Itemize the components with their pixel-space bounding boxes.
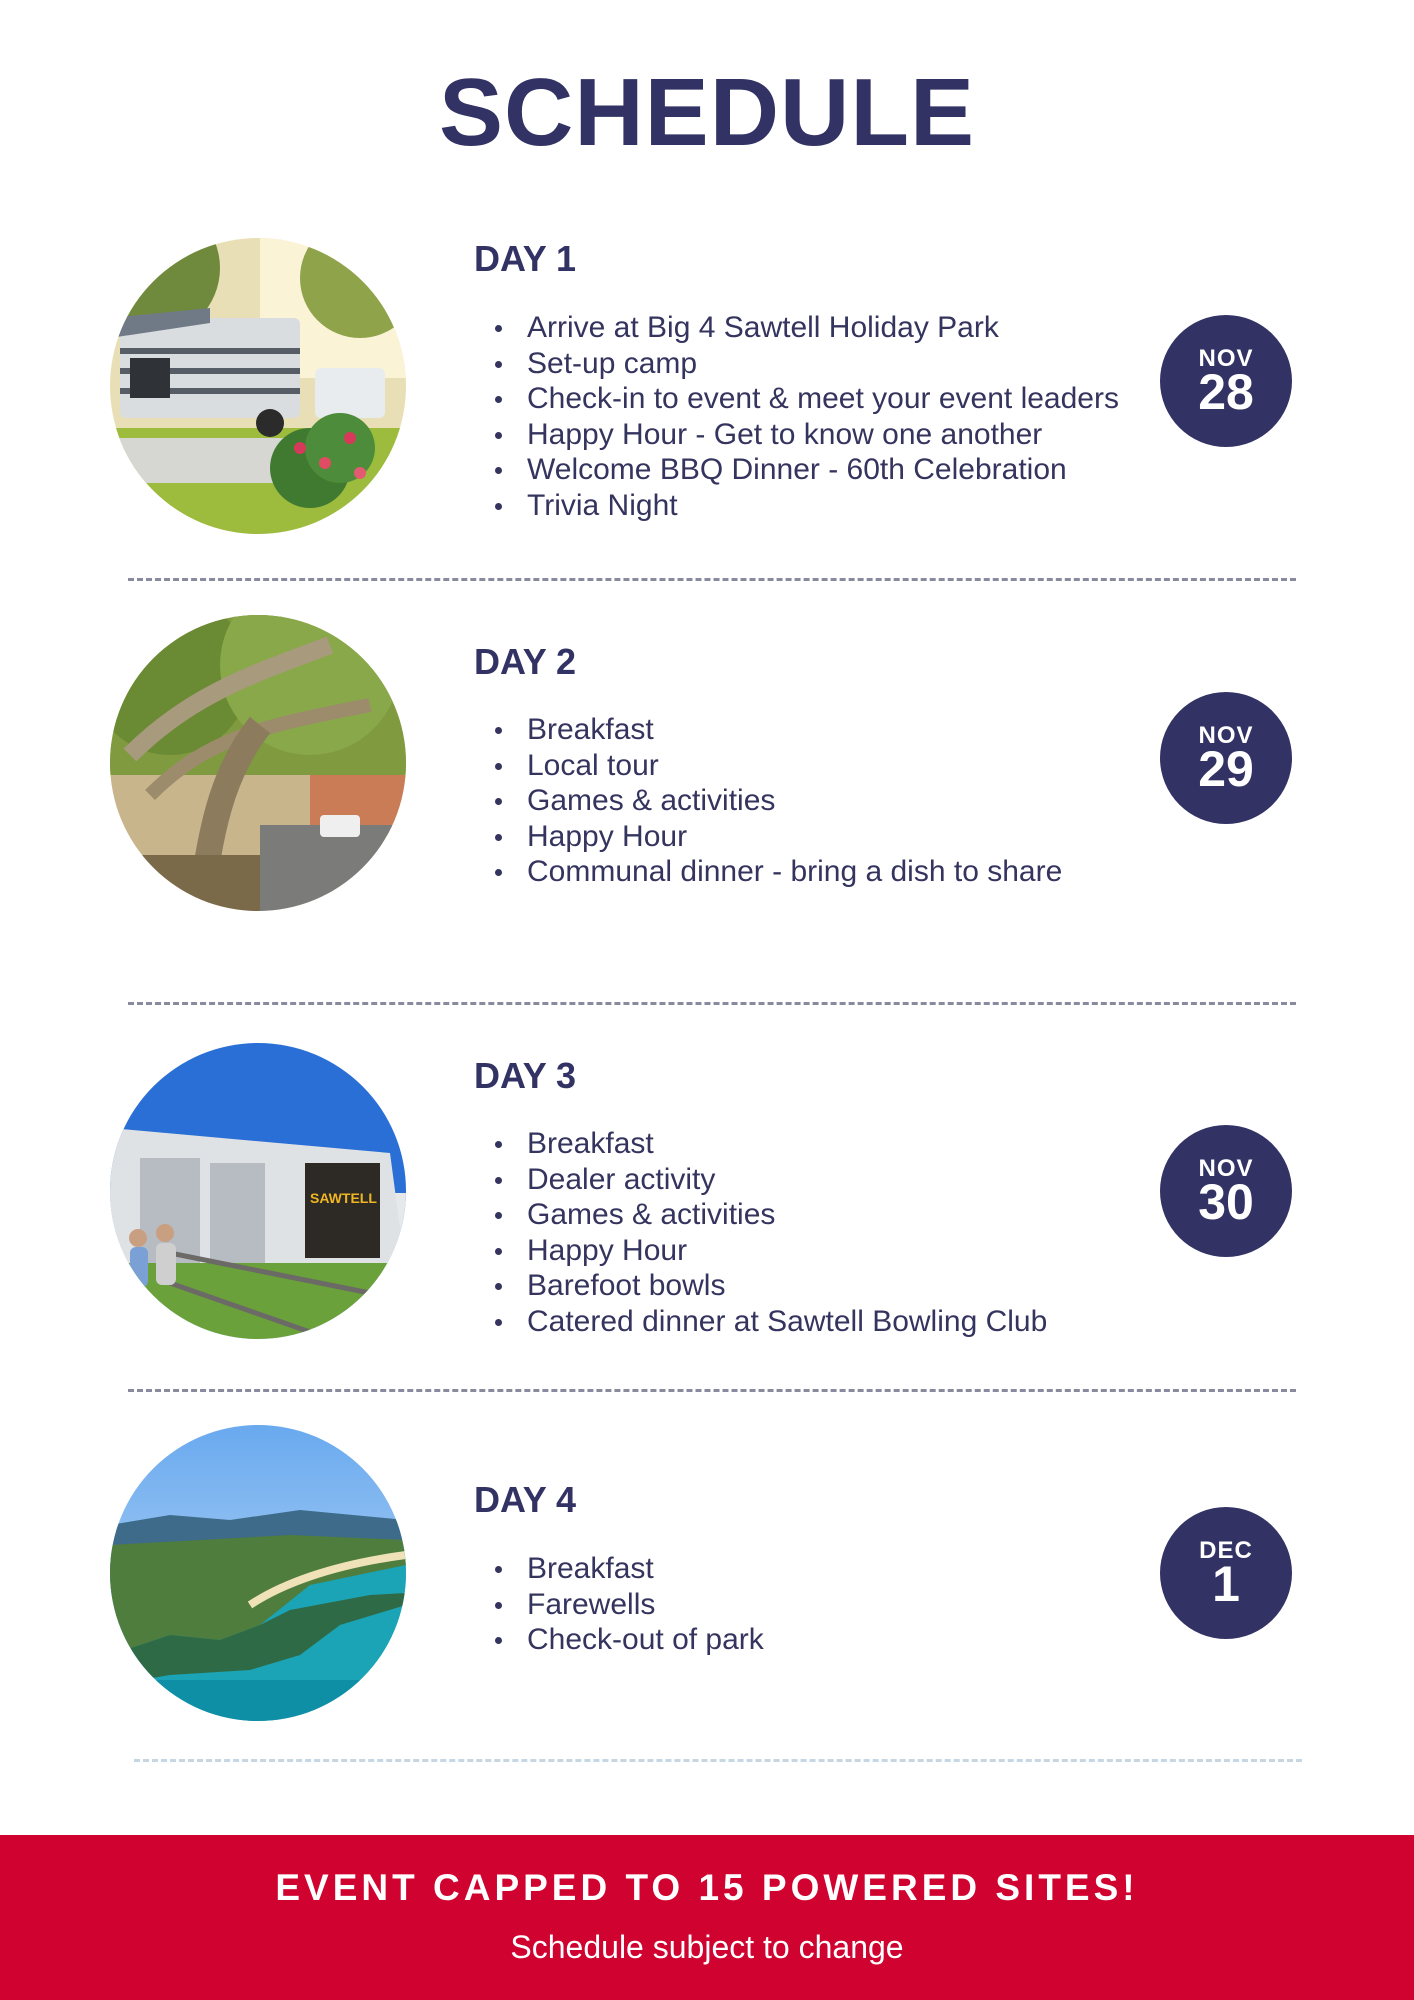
list-item: Breakfast (474, 1551, 764, 1587)
footer-banner (0, 1835, 1414, 2000)
list-item: Catered dinner at Sawtell Bowling Club (474, 1304, 1047, 1340)
list-item: Farewells (474, 1587, 764, 1623)
day-2-date-badge (1160, 692, 1292, 824)
list-item: Happy Hour (474, 819, 1062, 855)
date-month: NOV (1198, 1155, 1254, 1182)
day-3-date-badge (1160, 1125, 1292, 1257)
date-day: 1 (1212, 1556, 1240, 1612)
list-item: Breakfast (474, 712, 1062, 748)
section-divider (134, 1759, 1302, 1762)
day-3-activity-list (474, 1126, 1047, 1340)
day-3-heading: DAY 3 (474, 1055, 577, 1096)
day-1-heading: DAY 1 (474, 238, 577, 279)
day-4-photo-coastline (110, 1425, 406, 1721)
footer-headline: EVENT CAPPED TO 15 POWERED SITES! (275, 1867, 1139, 1908)
list-item: Happy Hour (474, 1233, 1047, 1269)
list-item: Breakfast (474, 1126, 1047, 1162)
day-4-activity-list (474, 1551, 764, 1658)
day-4-date-badge (1160, 1507, 1292, 1639)
list-item: Welcome BBQ Dinner - 60th Celebration (474, 452, 1119, 488)
day-4-heading: DAY 4 (474, 1479, 577, 1520)
page-title: SCHEDULE (438, 59, 976, 166)
section-divider (128, 578, 1296, 581)
day-1-activity-list (474, 310, 1119, 524)
sawtell-sign: SAWTELL (310, 1190, 377, 1206)
date-day: 30 (1198, 1174, 1254, 1230)
footer-note: Schedule subject to change (510, 1929, 904, 1965)
list-item: Set-up camp (474, 346, 1119, 382)
list-item: Check-in to event & meet your event leaders (474, 381, 1119, 417)
date-month: NOV (1198, 722, 1254, 749)
date-day: 28 (1198, 364, 1254, 420)
day-2-activity-list (474, 712, 1062, 890)
day-1-date-badge (1160, 315, 1292, 447)
date-month: DEC (1199, 1537, 1253, 1564)
list-item: Games & activities (474, 1197, 1047, 1233)
list-item: Check-out of park (474, 1622, 764, 1658)
list-item: Happy Hour - Get to know one another (474, 417, 1119, 453)
list-item: Local tour (474, 748, 1062, 784)
list-item: Games & activities (474, 783, 1062, 819)
list-item: Barefoot bowls (474, 1268, 1047, 1304)
section-divider (128, 1002, 1296, 1005)
date-day: 29 (1198, 741, 1254, 797)
date-month: NOV (1198, 345, 1254, 372)
section-divider (128, 1389, 1296, 1392)
list-item: Trivia Night (474, 488, 1119, 524)
list-item: Communal dinner - bring a dish to share (474, 854, 1062, 890)
day-3-photo-bowling-club (110, 1043, 406, 1339)
list-item: Dealer activity (474, 1162, 1047, 1198)
day-2-heading: DAY 2 (474, 641, 577, 682)
day-1-photo-caravan-camp (110, 238, 406, 534)
day-2-photo-fig-tree-street (110, 615, 406, 911)
list-item: Arrive at Big 4 Sawtell Holiday Park (474, 310, 1119, 346)
